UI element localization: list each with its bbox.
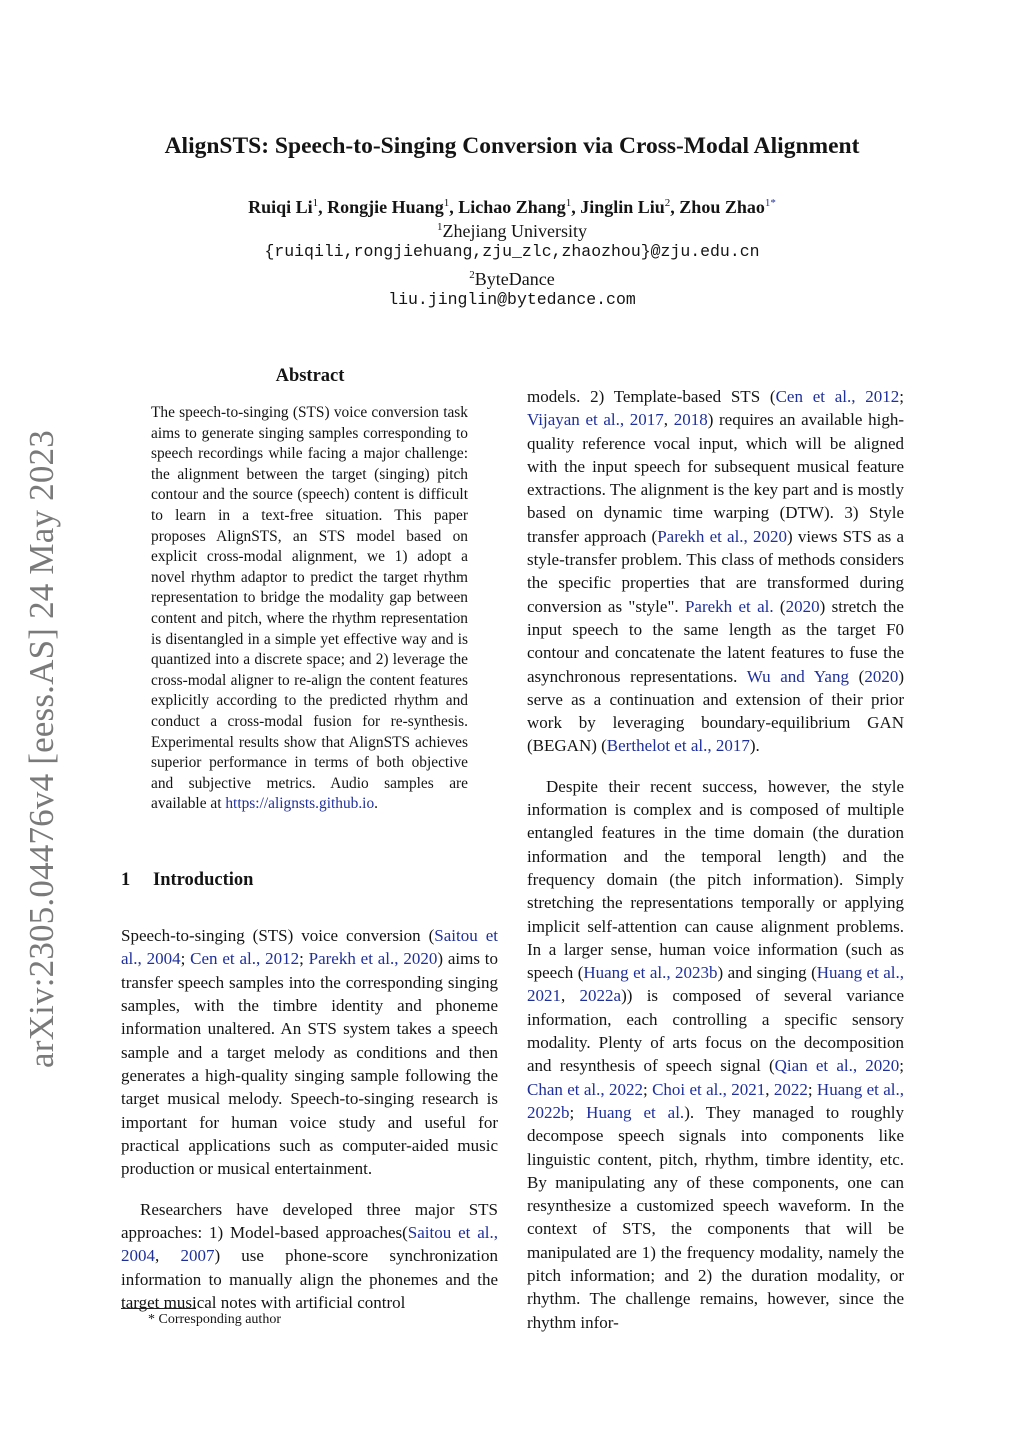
right-column-body [527,368,904,1351]
citation-link[interactable]: Cen et al., 2012 [190,949,300,969]
abstract-text: The speech-to-singing (STS) voice conversion task aims to generate singing samples corresponding to speech recordings while facing a major challenge: the alignment between the target (singing) pitch contour and the source (speech) content is difficult to learn in a text-free situation. This paper proposes AlignSTS, an STS model based on explicit cross-modal alignment, we 1) adopt a novel rhythm adaptor to predict the target rhythm representation to bridge the modality gap between content and pitch, where the rhythm representation is disentangled in a simple yet effective way and is quantized into a discrete space; and 2) leverage the cross-modal aligner to re-align the content features explicitly according to the predicted rhythm and conduct a cross-modal fusion for re-synthesis. Experimental results show that AlignSTS achieves superior performance in terms of both objective and subjective metrics. Audio samples are available at [151,404,468,813]
footnote-rule [121,1308,196,1309]
citation-link[interactable]: Parekh et al., 2020 [657,526,787,546]
citation-link[interactable]: Huang et al., 2021 [527,963,905,1006]
author-name: Lichao Zhang [458,197,566,217]
paragraph-text: , [561,986,580,1006]
citation-link[interactable]: Choi et al., 2021 [652,1079,766,1099]
affiliation-1-email: {ruiqili,rongjiehuang,zju_zlc,zhaozhou}@zju.edu.cn [264,242,760,261]
paragraph [121,924,498,1181]
citation-link[interactable]: Parekh et al. [684,596,774,616]
paragraph-text: ; [299,949,309,969]
paragraph-text: ( [848,666,865,686]
section-number: 1 [121,870,131,890]
citation-link[interactable]: Berthelot et al., 2017 [606,736,750,756]
affiliation-1-name: Zhejiang University [442,221,587,241]
affiliation-2-email: liu.jinglin@bytedance.com [388,290,636,309]
paragraph-text: ). They managed to roughly decompose speech signals into components like linguistic content, pitch, rhythm, timbre identity, etc. By manipulating any of these components, one can resynthesize a customized speech waveform. In the context of STS, the components that will be manipulated are 1) the frequency modality, namely the pitch information; and 2) the duration modality, or rhythm. The challenge remains, however, since the rhythm infor- [527,1102,904,1332]
paragraph-text: ( [773,596,786,616]
paragraph-text: ) use phone-score synchronization information to manually align the phonemes and the target musical notes with artificial control [121,1246,499,1313]
section-title: Introduction [153,870,254,890]
citation-link[interactable]: Saitou et al., 2004 [121,926,498,969]
paragraph-text: Researchers have developed three major STS approaches: 1) Model-based approaches( [121,1199,498,1243]
citation-link[interactable]: Chan et al., 2022 [527,1079,643,1099]
paragraph-text: ; [807,1079,817,1099]
citation-link[interactable]: Wu and Yang [746,666,849,686]
citation-link[interactable]: Saitou et al., 2004 [121,1223,498,1266]
paragraph-text: Speech-to-singing (STS) voice conversion ( [121,926,435,945]
citation-link[interactable]: Huang et al., 2023b [583,963,718,983]
audio-samples-link[interactable]: https://alignsts.github.io [225,795,375,813]
affiliation-2-marker: 2 [469,269,475,281]
author-affiliation-marker: 1 [565,197,572,209]
paragraph-text: ) requires an available high-quality reference vocal input, which will be aligned with the input speech for subsequent musical feature extractions. The alignment is the key part and is mostly based on dynamic time warping (DTW). 3) Style transfer approach ( [527,410,904,546]
abstract-end: . [374,795,379,813]
paragraph-text: ) views STS as a style-transfer problem. This class of methods considers the specific properties that are transformed during conversion as "style". [527,526,904,616]
citation-link[interactable]: 2022a [579,986,622,1006]
footnote-corresponding-author: * Corresponding author [148,1312,281,1327]
paragraph-text: ; [180,949,191,969]
paragraph-text: ) stretch the input speech to the same length as the target F0 contour and concatenate the latent features to fuse the asynchronous representations. [527,596,904,686]
paper-title: AlignSTS: Speech-to-Singing Conversion via Cross-Modal Alignment [164,133,860,159]
author-affiliation-marker: 1 [312,197,319,209]
paragraph-text: , [155,1246,181,1266]
citation-link[interactable]: 2022 [773,1079,808,1099]
affiliation-2 [0,263,1024,291]
left-column-body [121,907,498,1332]
citation-link[interactable]: Qian et al., 2020 [774,1056,900,1076]
paragraph-text: ; [642,1079,653,1099]
citation-link[interactable]: Vijayan et al., 2017 [527,410,664,430]
paragraph [121,1198,498,1315]
citation-link[interactable]: Parekh et al., 2020 [308,949,438,969]
author-list: Ruiqi Li$^1$, Rongjie Huang$^1$, Lichao Zhang$^1$, Jinglin Liu$^2$, Zhou Zhao$^{1*}$ [248,197,776,217]
author-name: Jinglin Liu [580,197,665,217]
author-affiliation-marker: 1* [764,197,776,209]
paragraph-text: ) aims to transfer speech samples into the corresponding singing samples, with the timbre identity and phoneme information unaltered. An STS system takes a speech sample and a target melody as conditions and then generates a high-quality singing sample following the target musical melody. Speech-to-singing research is important for human voice study and useful for practical applications such as computer-aided music production or musical entertainment. [121,949,499,1179]
section-heading-introduction [121,870,253,891]
paragraph-text: ) serve as a continuation and extension of their prior work by leveraging boundary-equilibrium GAN (BEGAN) ( [527,666,904,756]
author-name: Zhou Zhao [679,197,765,217]
citation-link[interactable]: 2018 [673,410,708,430]
affiliation-1-marker: 1 [437,221,443,233]
paragraph-text: ; [899,1056,904,1076]
paragraph-text: models. 2) Template-based STS ( [527,387,776,406]
paragraph-text: , [663,410,674,430]
paragraph-text: ) and singing ( [717,963,817,983]
affiliation-1 [0,215,1024,243]
citation-link[interactable]: Cen et al., 2012 [775,387,900,406]
paragraph [527,385,904,758]
citation-link[interactable]: 2020 [785,596,820,616]
paragraph-text: Despite their recent success, however, the style information is complex and is composed of multiple entangled features in the time domain (the duration information and the temporal length) and the frequency domain (the pitch information). Simply stretching the representations temporally or applying implicit self-attention can cause alignment problems. In a larger sense, human voice information (such as speech ( [527,776,904,983]
paragraph-text: ; [569,1102,587,1122]
paragraph-text: )) is composed of several variance information, each controlling a specific sensory modality. Plenty of arts focus on the decomposition and resynthesis of speech signal ( [527,986,904,1076]
author-affiliation-marker: 2 [664,197,671,209]
abstract-heading: Abstract [275,366,345,386]
author-affiliation-marker: 1 [443,197,450,209]
paragraph-text: ). [749,736,760,756]
citation-link[interactable]: 2020 [864,666,899,686]
arxiv-identifier: arXiv:2305.04476v4 [eess.AS] 24 May 2023 [22,430,61,1068]
paragraph-text: ; [899,387,905,406]
author-name: Rongjie Huang [327,197,444,217]
paragraph-text: , [765,1079,774,1099]
citation-link[interactable]: Huang et al. [586,1102,685,1122]
paragraph [527,775,904,1334]
affiliation-2-name: ByteDance [474,269,555,289]
abstract-body [151,403,468,815]
citation-link[interactable]: Huang et al., 2022b [527,1079,904,1122]
citation-link[interactable]: 2007 [180,1246,215,1266]
author-name: Ruiqi Li [248,197,313,217]
